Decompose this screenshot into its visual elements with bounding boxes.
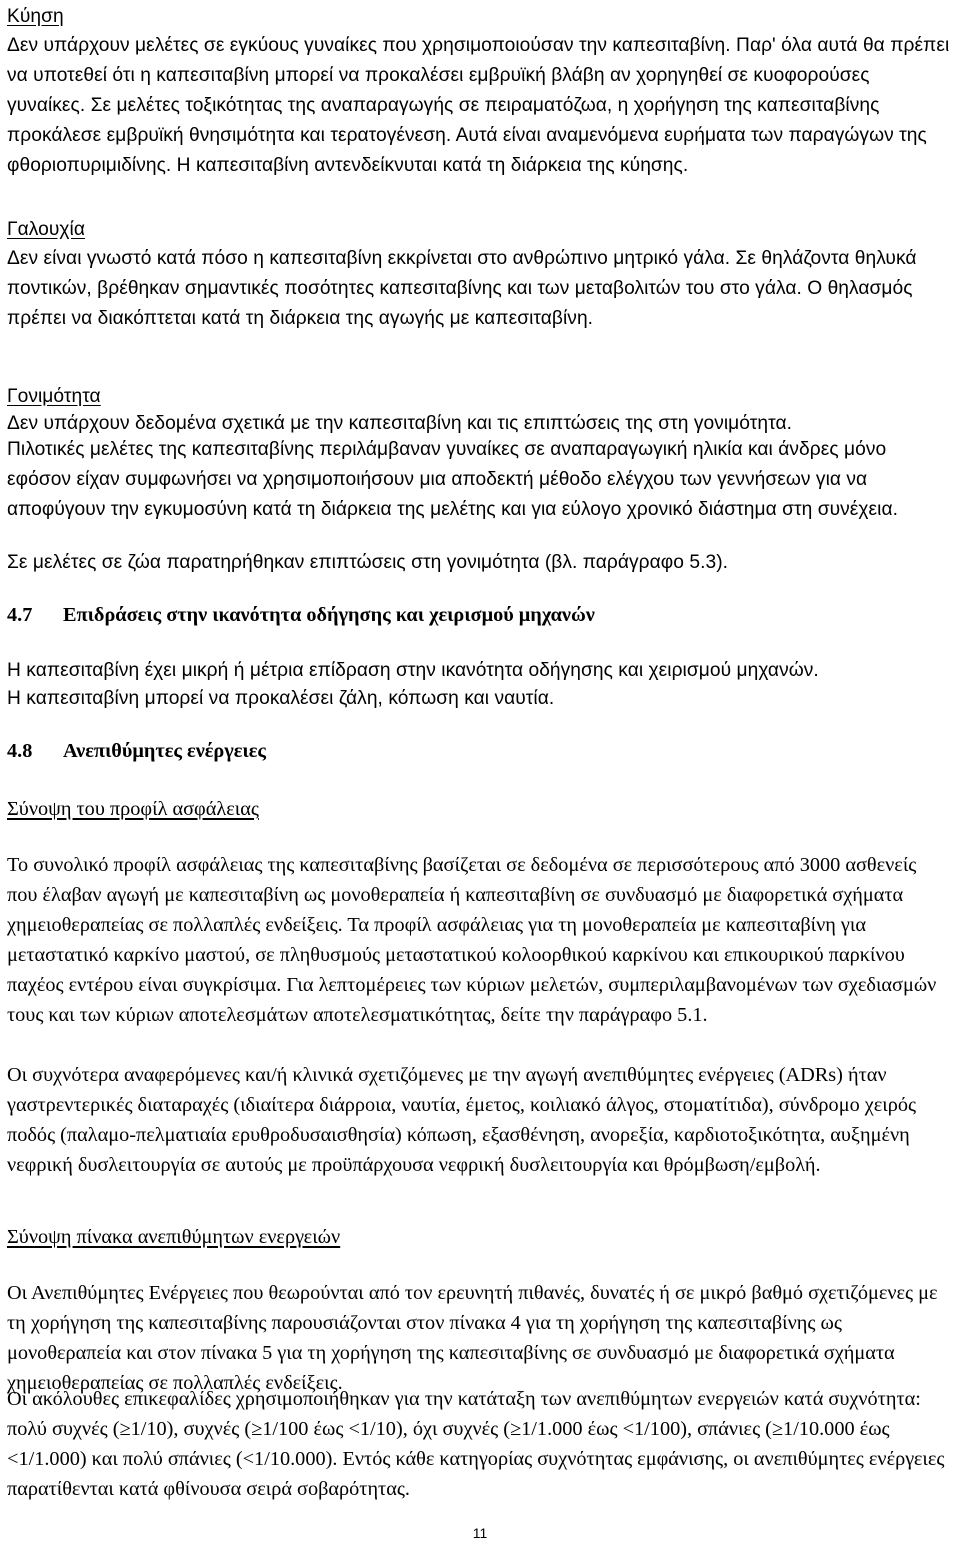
fertility-heading: Γονιμότητα <box>7 386 101 407</box>
section-title: Επιδράσεις στην ικανότητα οδήγησης και χειρισμού μηχανών <box>63 604 595 626</box>
table-summary-heading: Σύνοψη πίνακα ανεπιθύμητων ενεργειών <box>7 1226 341 1248</box>
section-title: Ανεπιθύμητες ενέργειες <box>63 740 266 762</box>
lactation-heading: Γαλουχία <box>7 219 85 240</box>
fertility-paragraph-2: Πιλοτικές μελέτες της καπεσιταβίνης περιλάμβαναν γυναίκες σε αναπαραγωγική ηλικία και άνδρες μόνο εφόσον είχαν συμφωνήσει να χρησιμοποιήσουν μια αποδεκτή μέθοδο ελέγχου των γεννήσεων για να αποφύγουν την εγκυμοσύνη κατά τη διάρκεια της μελέτης και για εύλογο χρονικό διάστημα στη συνέχεια. <box>7 439 898 520</box>
section-number: 4.7 <box>7 604 33 626</box>
safety-summary-heading: Σύνοψη του προφίλ ασφάλειας <box>7 798 259 820</box>
section-4-7-paragraph-1: Η καπεσιταβίνη έχει μικρή ή μέτρια επίδραση στην ικανότητα οδήγησης και χειρισμού μηχανών. <box>7 660 819 681</box>
section-4-7-heading <box>7 600 595 630</box>
fertility-paragraph-3: Σε μελέτες σε ζώα παρατηρήθηκαν επιπτώσεις στη γονιμότητα (βλ. παράγραφο 5.3). <box>7 552 729 573</box>
fertility-paragraph-1: Δεν υπάρχουν δεδομένα σχετικά με την καπεσιταβίνη και τις επιπτώσεις της στη γονιμότητα. <box>7 413 792 434</box>
page-number: 11 <box>472 1525 488 1541</box>
table-summary-paragraph-2: Οι ακόλουθες επικεφαλίδες χρησιμοποιήθηκαν για την κατάταξη των ανεπιθύμητων ενεργειών κατά συχνότητα: πολύ συχνές (≥1/10), συχνές (≥1/100 έως <1/10), όχι συχνές (≥1/1.000 έως <1/100), σπάνιες (≥1/10.000 έως <1/1.000) και πολύ σπάνιες (<1/10.000). Εντός κάθε κατηγορίας συχνότητας εμφάνισης, οι ανεπιθύμητες ενέργειες παρατίθενται κατά φθίνουσα σειρά σοβαρότητας. <box>7 1388 945 1500</box>
section-4-8-heading <box>7 736 266 766</box>
table-summary-paragraph-1: Οι Ανεπιθύμητες Ενέργειες που θεωρούνται από τον ερευνητή πιθανές, δυνατές ή σε μικρό βαθμό σχετιζόμενες με τη χορήγηση της καπεσιταβίνης παρουσιάζονται στον πίνακα 4 για τη χορήγηση της καπεσιταβίνης ως μονοθεραπεία και στον πίνακα 5 για τη χορήγηση της καπεσιταβίνης σε συνδυασμό με διαφορετικά σχήματα χημειοθεραπείας σε πολλαπλές ενδείξεις. <box>7 1282 938 1394</box>
section-number: 4.8 <box>7 740 33 762</box>
adr-paragraph: Οι συχνότερα αναφερόμενες και/ή κλινικά σχετιζόμενες με την αγωγή ανεπιθύμητες ενέργειες (ADRs) ήταν γαστρεντερικές διαταραχές (ιδιαίτερα διάρροια, ναυτία, έμετος, κοιλιακό άλγος, στοματίτιδα), σύνδρομο χειρός ποδός (παλαμο-πελματιαία ερυθροδυσαισθησία) κόπωση, εξασθένηση, ανορεξία, καρδιοτοξικότητα, αυξημένη νεφρική δυσλειτουργία σε αυτούς με προϋπάρχουσα νεφρική δυσλειτουργία και θρόμβωση/εμβολή. <box>7 1064 917 1176</box>
lactation-paragraph: Δεν είναι γνωστό κατά πόσο η καπεσιταβίνη εκκρίνεται στο ανθρώπινο μητρικό γάλα. Σε θηλάζοντα θηλυκά ποντικών, βρέθηκαν σημαντικές ποσότητες καπεσιταβίνης και των μεταβολιτών του στο γάλα. Ο θηλασμός πρέπει να διακόπτεται κατά τη διάρκεια της αγωγής με καπεσιταβίνη. <box>7 248 917 329</box>
section-4-7-paragraph-2: Η καπεσιταβίνη μπορεί να προκαλέσει ζάλη, κόπωση και ναυτία. <box>7 688 555 709</box>
pregnancy-heading: Κύηση <box>7 6 64 27</box>
pregnancy-paragraph: Δεν υπάρχουν μελέτες σε εγκύους γυναίκες που χρησιμοποιούσαν την καπεσιταβίνη. Παρ' όλα αυτά θα πρέπει να υποτεθεί ότι η καπεσιταβίνη μπορεί να προκαλέσει εμβρυϊκή βλάβη αν χορηγηθεί σε κυοφορούσες γυναίκες. Σε μελέτες τοξικότητας της αναπαραγωγής σε πειραματόζωα, η χορήγηση της καπεσιταβίνης προκάλεσε εμβρυϊκή θνησιμότητα και τερατογένεση. Αυτά είναι αναμενόμενα ευρήματα των παραγώγων της φθοριοπυριμιδίνης. Η καπεσιταβίνη αντενδείκνυται κατά τη διάρκεια της κύησης. <box>7 35 950 176</box>
safety-summary-paragraph: Το συνολικό προφίλ ασφάλειας της καπεσιταβίνης βασίζεται σε δεδομένα σε περισσότερους από 3000 ασθενείς που έλαβαν αγωγή με καπεσιταβίνη ως μονοθεραπεία ή καπεσιταβίνη σε συνδυασμό με διαφορετικά σχήματα χημειοθεραπείας σε πολλαπλές ενδείξεις. Τα προφίλ ασφάλειας για τη μονοθεραπεία με καπεσιταβίνη για μεταστατικό καρκίνο μαστού, σε πληθυσμούς μεταστατικού κολοορθικού καρκίνου και επικουρικού παρκίνου παχέος εντέρου είναι συγκρίσιμα. Για λεπτομέρειες των κύριων μελετών, συμπεριλαμβανομένων των σχεδιασμών τους και των κύριων αποτελεσμάτων αποτελεσματικότητας, δείτε την παράγραφο 5.1. <box>7 854 937 1026</box>
